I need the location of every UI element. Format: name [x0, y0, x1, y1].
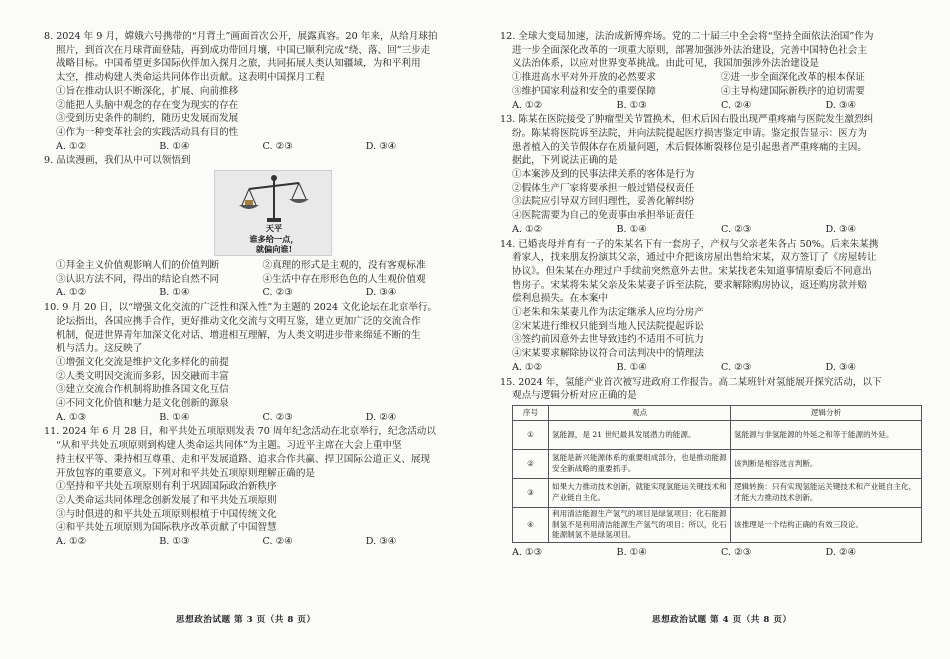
q14-stem-line: 14. 已婚丧母并育有一子的朱某名下有一套房子，产权与父亲老朱各占 50%。后来朱某携	[500, 238, 879, 250]
table-header-view: 观点	[549, 405, 731, 420]
q12-item: ①推进高水平对外开放的必然要求	[512, 72, 656, 84]
q14-options	[500, 361, 930, 375]
q14-option-c[interactable]: C. ②③	[721, 361, 752, 373]
right-page-footer: 思想政治试题 第 4 页（共 8 页）	[652, 615, 792, 625]
q10-item: ③建立交流合作机制将助推各国文化互信	[56, 384, 229, 396]
question-8	[44, 30, 469, 153]
q10-option-d[interactable]: D. ②④	[365, 411, 397, 423]
q13-option-a[interactable]: A. ①②	[512, 223, 543, 235]
q9-items-row	[44, 273, 469, 287]
caption-line: 就偏向谁!	[255, 244, 293, 255]
q12-option-a[interactable]: A. ①②	[512, 99, 543, 111]
question-10	[44, 301, 469, 424]
q8-option-c[interactable]: C. ②③	[262, 140, 293, 152]
q15-option-d[interactable]: D. ②④	[825, 546, 857, 558]
q14-item: ②宋某进行维权只能到当地人民法院提起诉讼	[512, 320, 704, 332]
q10-stem-line: 论坛指出，各国应携手合作，更好推动文化交流与文明互鉴，建立更加广泛的交流合作	[56, 315, 421, 327]
q13-item: ①本案涉及到的民事法律关系的客体是行为	[512, 169, 695, 181]
question-14	[500, 238, 930, 375]
q13-stem-line: 纷。陈某将医院诉至法院，并向法院提起医疗损害鉴定申请。鉴定报告显示：医方为	[512, 127, 867, 139]
q8-stem-line: 战略目标。中国希望更多国际伙伴加入探月之旅，共同拓展人类认知疆域，为和平利用	[56, 58, 421, 70]
q8-option-b[interactable]: B. ①④	[159, 140, 190, 152]
q9-item: ①拜金主义价值观影响人们的价值判断	[56, 260, 220, 272]
q10-options	[44, 411, 469, 425]
q13-option-d[interactable]: D. ③④	[825, 223, 857, 235]
q13-stem-line: 据此，下列说法正确的是	[512, 155, 618, 167]
q12-option-d[interactable]: D. ③④	[825, 99, 857, 111]
q13-stem-line: 13. 陈某在医院接受了肿瘤型关节置换术，但术后因右股出现严重疼痛与医院发生激烈纠	[500, 114, 874, 126]
row-no: ④	[513, 507, 549, 542]
q13-option-b[interactable]: B. ①④	[616, 223, 647, 235]
q10-stem-line: 机与活力。这反映了	[56, 343, 143, 355]
q13-option-c[interactable]: C. ②③	[721, 223, 752, 235]
q8-option-a[interactable]: A. ①②	[56, 140, 87, 152]
q11-option-b[interactable]: B. ①③	[159, 536, 190, 548]
q15-option-c[interactable]: C. ②③	[721, 546, 752, 558]
row-view: 氢能是新兴能源体系的重要组成部分，也是推动能源安全新战略的重要抓手。	[549, 449, 731, 478]
q10-option-c[interactable]: C. ②③	[262, 411, 293, 423]
q9-option-d[interactable]: D. ③④	[365, 287, 397, 299]
q15-option-b[interactable]: B. ①④	[616, 546, 647, 558]
q15-stem-line: 15. 2024 年，氢能产业首次被写进政府工作报告。高二某班针对氢能展开探究活动，以下	[500, 376, 882, 388]
table-header-analysis: 逻辑分析	[731, 405, 922, 420]
q12-items-row	[500, 85, 930, 99]
q12-option-b[interactable]: B. ①③	[616, 99, 647, 111]
q8-item: ①旨在推动认识不断深化，扩展、向前推移	[56, 85, 239, 97]
q8-stem-line: 8. 2024 年 9 月，嫦娥六号携带的“月背土”画面首次公开，展露真容。20 年来，从给月球拍	[44, 31, 438, 42]
q10-option-a[interactable]: A. ①③	[56, 411, 87, 423]
q8-stem-line: 太空，推动构建人类命运共同体作出贡献。这表明中国探月工程	[56, 72, 325, 84]
q14-stem-line: 协议》。但朱某在办理过户手续前突然意外去世。宋某找老朱知道事情原委后不同意出	[512, 265, 872, 277]
q15-option-a[interactable]: A. ①③	[512, 546, 543, 558]
q10-item: ④不同文化价值和魅力是文化创新的源泉	[56, 398, 229, 410]
cartoon-caption	[235, 223, 313, 255]
row-no: ①	[513, 420, 549, 449]
q8-option-d[interactable]: D. ③④	[365, 140, 397, 152]
row-no: ③	[513, 478, 549, 507]
q10-stem-line: 10. 9 月 20 日，以“增强文化交流的广泛性和深入性”为主题的 2024 文化论坛在北京举行。	[44, 302, 438, 314]
q10-item: ②人类文明因交流而多彩，因交融而丰富	[56, 370, 229, 382]
q10-item: ①增强文化交流是维护文化多样化的前提	[56, 356, 229, 368]
balance-scale-cartoon	[214, 170, 332, 256]
caption-line: 谁多给一点，	[249, 233, 299, 244]
question-11	[44, 425, 469, 548]
q12-item: ②进一步全面深化改革的根本保证	[721, 72, 865, 84]
q9-items-row	[44, 259, 469, 273]
q11-item: ①坚持和平共处五项原则有利于巩固国际政治新秩序	[56, 481, 277, 493]
row-no: ②	[513, 449, 549, 478]
row-analysis: 氢能源与非氢能源的外延之和等于能源的外延。	[731, 420, 922, 449]
q14-stem-line: 偿利息损失。在本案中	[512, 293, 608, 305]
q15-stem-line: 观点与逻辑分析对应正确的是	[512, 390, 637, 402]
q8-options	[44, 140, 469, 154]
q15-options	[500, 546, 930, 560]
row-view: 如果大力推动技术创新，就能实现氢能运关键技术和产业链自主化。	[549, 478, 731, 507]
q11-stem-line: 持主权平等、秉持相互尊重、走和平发展道路、追求合作共赢、捍卫国际公道正义、展现	[56, 453, 431, 465]
table-row	[513, 420, 922, 449]
question-9	[44, 154, 469, 300]
q11-item: ④和平共处五项原则为国际秩序改革贡献了中国智慧	[56, 522, 277, 534]
q12-options	[500, 99, 930, 113]
row-analysis: 该判断是相容选言判断。	[731, 449, 922, 478]
q12-stem-line: 12. 全球大变局加速，法治成新博弈场。党的二十届三中全会将“坚持全面依法治国”作为	[500, 31, 874, 42]
table-header-row	[513, 405, 922, 420]
q8-item: ③受到历史条件的制约，随历史发展而发展	[56, 113, 239, 125]
q15-table	[512, 405, 922, 543]
row-analysis: 该推理是一个结构正确的有效三段论。	[731, 507, 922, 542]
q11-option-c[interactable]: C. ②④	[262, 536, 293, 548]
q9-option-c[interactable]: C. ②③	[262, 287, 293, 299]
q14-option-d[interactable]: D. ③④	[825, 361, 857, 373]
q14-option-a[interactable]: A. ①②	[512, 361, 543, 373]
q8-item: ④作为一种变革社会的实践活动具有目的性	[56, 126, 239, 138]
q13-item: ④医院需要为自己的免责事由承担举证责任	[512, 210, 695, 222]
table-row	[513, 478, 922, 507]
left-page-footer: 思想政治试题 第 3 页（共 8 页）	[176, 615, 316, 625]
q12-item: ④主导构建国际新秩序的迫切需要	[721, 85, 865, 97]
q9-option-a[interactable]: A. ①②	[56, 287, 87, 299]
q9-item: ③认识方法不同，得出的结论自然不同	[56, 273, 220, 285]
question-13	[500, 113, 930, 236]
table-header-no: 序号	[513, 405, 549, 420]
q14-item: ①老朱和朱某妻儿作为法定继承人应均分房产	[512, 307, 704, 319]
caption-line: 天平	[265, 223, 283, 234]
q13-stem-line: 患者植入的关节假体存在质量问题，术后假体断裂移位是引起患者严重疼痛的主因。	[512, 141, 867, 153]
q13-item: ③法院应引导双方回归理性，妥善化解纠纷	[512, 196, 695, 208]
q9-options	[44, 286, 469, 300]
q13-options	[500, 223, 930, 237]
q11-stem-line: 11. 2024 年 6 月 28 日，和平共处五项原则发表 70 周年纪念活动在北京举行，纪念活动以	[44, 426, 436, 438]
row-analysis: 逻辑转换：只有实现氢能运关键技术和产业链自主化，才能大力推动技术创新。	[731, 478, 922, 507]
q11-option-a[interactable]: A. ①②	[56, 536, 87, 548]
right-page-column	[500, 30, 930, 560]
q14-item: ③签约前因意外去世导致违约不适用不可抗力	[512, 334, 704, 346]
q14-option-b[interactable]: B. ①④	[616, 361, 647, 373]
q12-option-c[interactable]: C. ②④	[721, 99, 752, 111]
q13-item: ②假体生产厂家将要承担一般过错侵权责任	[512, 182, 695, 194]
q14-stem-line: 着家人，找来朋友扮演其父亲，通过中介把该房屋出售给宋某，双方签订了《房屋转让	[512, 252, 877, 264]
q9-item: ②真理的形式是主观的，没有客观标准	[262, 260, 426, 272]
q11-stem-line: “从和平共处五项原则到构建人类命运共同体”为主题。习近平主席在大会上重申坚	[56, 440, 402, 452]
table-row	[513, 507, 922, 542]
q10-stem-line: 机制，促进世界青年加深文化对话、增进相互理解，为人类文明进步带来绵延不断的生	[56, 329, 421, 341]
q11-stem-line: 开放包容的重要意义。下列对和平共处五项原则理解正确的是	[56, 467, 316, 479]
q12-stem-line: 义法治体系，以应对世界变革挑战。由此可见，我国加强涉外法治建设是	[512, 58, 819, 70]
row-view: 氢能源，是 21 世纪最具发展潜力的能源。	[549, 420, 731, 449]
q11-item: ②人类命运共同体理念创新发展了和平共处五项原则	[56, 494, 277, 506]
q8-item: ②能把人头脑中观念的存在变为现实的存在	[56, 99, 239, 111]
q9-stem: 9. 品读漫画，我们从中可以领悟到	[44, 155, 191, 167]
table-row	[513, 449, 922, 478]
q8-stem-line: 照片，到首次在月球背面登陆，再到成功带回月壤，中国已顺利完成“绕、落、回”三步走	[56, 44, 431, 56]
q11-item: ③与时俱进的和平共处五项原则根植于中国传统文化	[56, 508, 277, 520]
q14-item: ④宋某要求解除协议符合司法判决中的情理法	[512, 348, 704, 360]
q14-stem-line: 售房子。宋某将朱某父亲及朱某妻子诉至法院，要求解除购房协议，返还购房款并赔	[512, 279, 867, 291]
row-view: 利用清洁能源生产氢气的项目是绿氢项目；化石能源制氢不是利用清洁能源生产氢气的项目；所以，化石能源制氢不是绿氢项目。	[549, 507, 731, 542]
q12-stem-line: 进一步全面深化改革的一项重大原则，部署加强涉外法治建设，完善中国特色社会主	[512, 44, 867, 56]
q11-option-d[interactable]: D. ③④	[365, 536, 397, 548]
q12-items-row	[500, 71, 930, 85]
q9-item: ④生活中存在形形色色的人生观价值观	[262, 273, 426, 285]
question-15	[500, 376, 930, 560]
q12-item: ③维护国家利益和安全的重要保障	[512, 85, 656, 97]
left-page-column	[44, 30, 469, 550]
q10-option-b[interactable]: B. ①④	[159, 411, 190, 423]
question-12	[500, 30, 930, 112]
q9-option-b[interactable]: B. ①④	[159, 287, 190, 299]
q11-options	[44, 535, 469, 549]
